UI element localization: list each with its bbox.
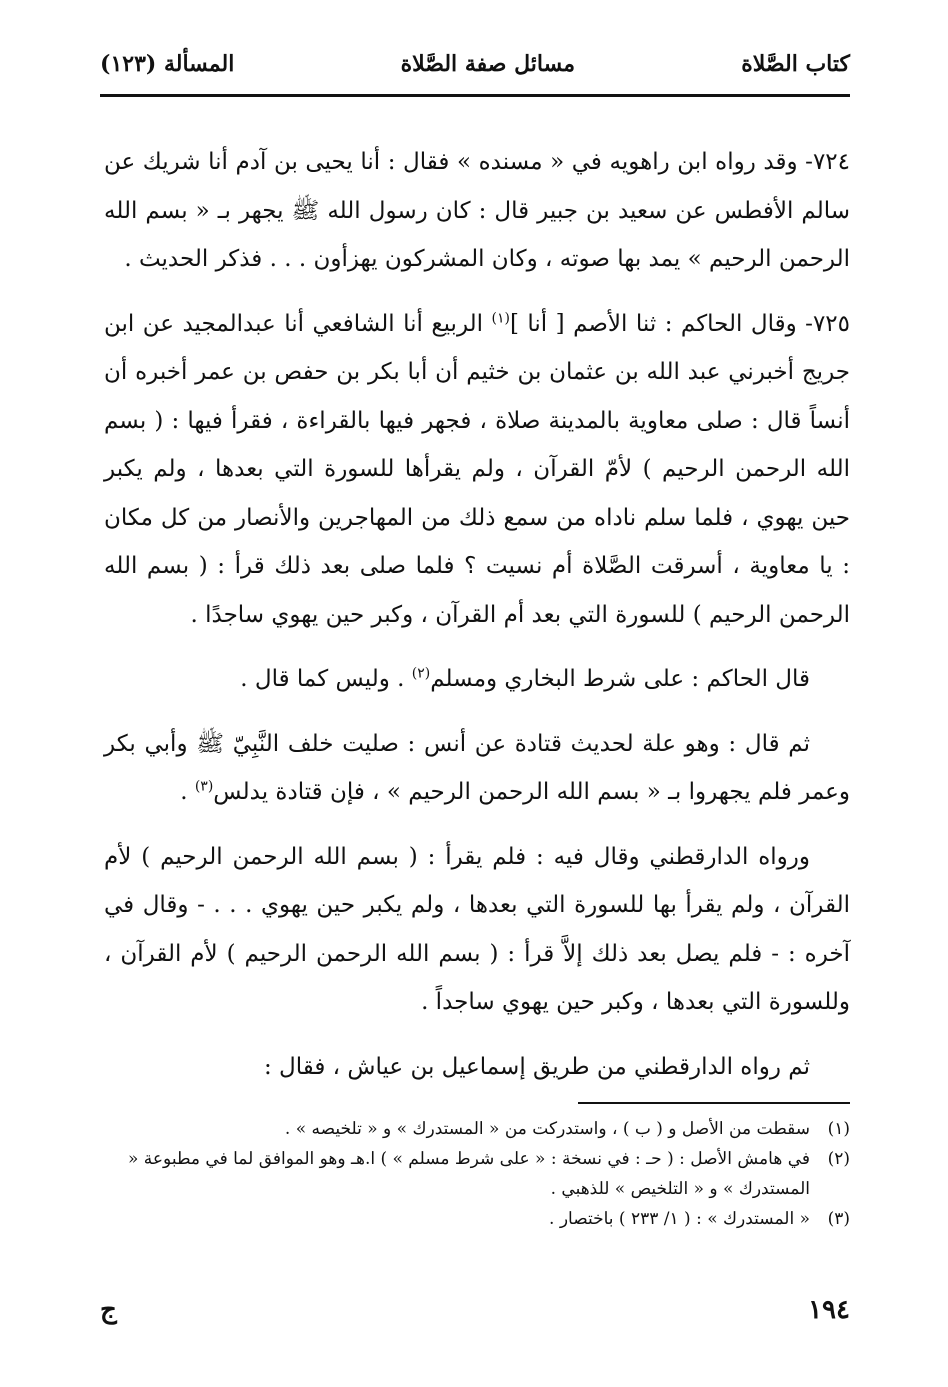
footnote-3: [104, 1204, 850, 1234]
footnote-number: (٣): [827, 1209, 850, 1229]
paragraph-text: ثم قال : وهو علة لحديث قتادة عن أنس : صليت خلف النَّبِيّ ﷺ وأبي بكر وعمر فلم يجهروا بـ « بسم الله الرحمن الرحيم » ، فإن قتادة يدلس: [104, 730, 850, 805]
paragraph-daraqutni-2: [104, 1043, 850, 1092]
footnote-text: في هامش الأصل : ( حـ : في نسخة : « على شرط مسلم » ) ا.هـ وهو الموافق لما في مطبوعة « المستدرك » و « التلخيص » للذهبي .: [127, 1149, 810, 1199]
paragraph-text: ٧٢٥- وقال الحاكم : ثنا الأصم [ أنا ]: [509, 310, 850, 337]
main-text: [104, 138, 850, 1107]
header-issue-number: المسألة (١٢٣): [100, 51, 235, 77]
signature-mark: ج: [100, 1295, 117, 1325]
footnote-number: (١): [827, 1119, 850, 1139]
page-footer: [100, 1290, 850, 1330]
footnote-number: (٢): [827, 1149, 850, 1169]
footnote-ref-3[interactable]: (٣): [194, 778, 214, 795]
header-chapter-title: مسائل صفة الصَّلاة: [400, 51, 575, 77]
running-header: [100, 44, 850, 84]
paragraph-725: [104, 300, 850, 640]
paragraph-724: [104, 138, 850, 284]
footnotes: [104, 1114, 850, 1234]
header-divider: [100, 94, 850, 97]
footnote-1: [104, 1114, 850, 1144]
footnote-ref-2[interactable]: (٢): [411, 665, 431, 682]
paragraph-hakim-comment: [104, 655, 850, 704]
footnote-text: « المستدرك » : ( ١/ ٢٣٣ ) باختصار .: [549, 1209, 810, 1229]
paragraph-daraqutni: [104, 833, 850, 1027]
footnote-ref-1[interactable]: (١): [491, 309, 510, 326]
paragraph-text: . وليس كما قال .: [240, 666, 412, 692]
paragraph-text: ورواه الدارقطني وقال فيه : فلم يقرأ : ( بسم الله الرحمن الرحيم ) لأم القرآن ، ولم يقرأ بها للسورة التي بعدها ، ولم يكبر حين يهوي . . . - وقال في آخره : - فلم يصل بعد ذلك إلاَّ قرأ : ( بسم الله الرحمن الرحيم ) لأم القرآن ، وللسورة التي بعدها ، وكبر حين يهوي ساجداً .: [104, 843, 850, 1015]
footnote-text: سقطت من الأصل و ( ب ) ، واستدركت من « المستدرك » و « تلخيصه » .: [284, 1119, 810, 1139]
footnote-divider: [578, 1102, 850, 1104]
paragraph-text: ٧٢٤- وقد رواه ابن راهويه في « مسنده » فقال : أنا يحيى بن آدم أنا شريك عن سالم الأفطس عن سعيد بن جبير قال : كان رسول الله ﷺ يجهر بـ « بسم الله الرحمن الرحيم » يمد بها صوته ، وكان المشركون يهزأون . . . فذكر الحديث .: [104, 149, 850, 272]
paragraph-text: قال الحاكم : على شرط البخاري ومسلم: [430, 666, 810, 692]
paragraph-text: .: [180, 779, 195, 805]
page-number: ١٩٤: [808, 1295, 850, 1325]
header-book-title: كتاب الصَّلاة: [741, 51, 850, 77]
paragraph-text: الربيع أنا الشافعي أنا عبدالمجيد عن ابن جريج أخبرني عبد الله بن عثمان بن خثيم أن أبا بكر بن حفص بن عمر أخبره أن أنساً قال : صلى معاوية بالمدينة صلاة ، فجهر فيها بالقراءة ، فقرأ فيها : ( بسم الله الرحمن الرحيم ) لأمّ القرآن ، ولم يقرأها للسورة التي بعدها ، ولم يكبر حين يهوي ، فلما سلم ناداه من سمع ذلك من المهاجرين والأنصار من كل مكان : يا معاوية ، أسرقت الصَّلاة أم نسيت ؟ فلما صلى بعد ذلك قرأ : ( بسم الله الرحمن الرحيم ) للسورة التي بعد أم القرآن ، وكبر حين يهوي ساجدًا .: [104, 310, 850, 628]
footnote-2: [104, 1144, 850, 1204]
paragraph-text: ثم رواه الدارقطني من طريق إسماعيل بن عياش ، فقال :: [263, 1053, 810, 1080]
paragraph-illah: [104, 720, 850, 817]
